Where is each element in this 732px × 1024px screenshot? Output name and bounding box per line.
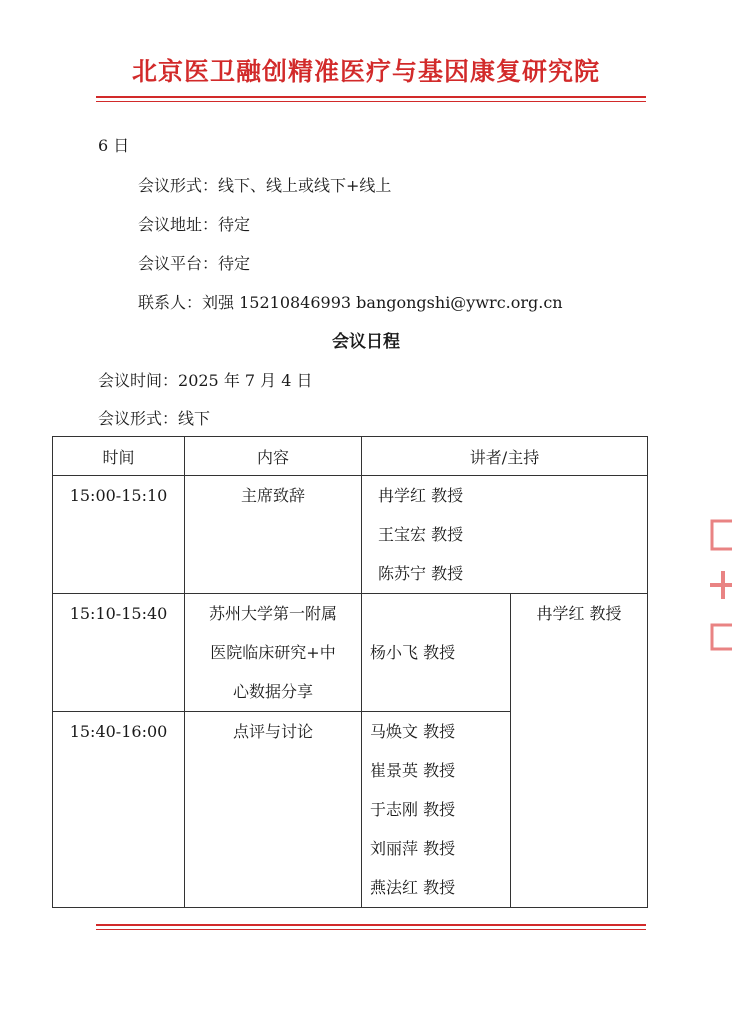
schedule-title: 会议日程 — [332, 332, 400, 352]
meeting-platform-line — [138, 251, 250, 274]
column-header-speaker: 讲者/主持 — [362, 437, 648, 476]
seal-stamp-icon — [706, 515, 732, 655]
seal-stamp-fragment — [706, 515, 732, 655]
schedule-format-line — [98, 406, 210, 429]
schedule-time-label: 会议时间： — [98, 371, 179, 390]
column-header-content: 内容 — [185, 437, 362, 476]
contact-label: 联系人： — [138, 293, 203, 312]
row-time: 15:10-15:40 — [53, 594, 185, 712]
column-header-time: 时间 — [53, 437, 185, 476]
meeting-platform-label: 会议平台： — [138, 254, 219, 273]
row-time: 15:40-16:00 — [53, 712, 185, 908]
row-content: 点评与讨论 — [185, 712, 362, 908]
schedule-format-label: 会议形式： — [98, 409, 179, 428]
footer-divider — [96, 924, 646, 930]
row-speakers — [362, 712, 511, 908]
meeting-address-value: 待定 — [218, 215, 251, 234]
table-header-row — [53, 437, 648, 476]
speaker-name: 王宝宏 教授 — [378, 525, 464, 544]
row-content: 苏州大学第一附属 医院临床研究+中 心数据分享 — [185, 594, 362, 712]
host-name: 冉学红 教授 — [536, 604, 622, 623]
schedule-table — [52, 436, 648, 908]
schedule-time-line — [98, 368, 313, 391]
meeting-format-value: 线下、线上或线下+线上 — [218, 176, 392, 195]
speaker-name: 刘丽萍 教授 — [370, 839, 456, 858]
host-cell — [511, 594, 648, 908]
schedule-format-value: 线下 — [178, 409, 211, 428]
speaker-name: 燕法红 教授 — [370, 878, 456, 897]
row-time: 15:00-15:10 — [53, 476, 185, 594]
speaker-name: 杨小飞 教授 — [370, 643, 456, 662]
meeting-platform-value: 待定 — [218, 254, 251, 273]
schedule-time-value: 2025 年 7 月 4 日 — [178, 371, 313, 390]
org-letterhead-title: 北京医卫融创精准医疗与基因康复研究院 — [131, 57, 600, 86]
row-speakers — [362, 594, 511, 712]
table-row — [53, 594, 648, 712]
contact-line — [138, 290, 563, 313]
date-fragment: 6 日 — [98, 136, 130, 155]
speaker-name: 陈苏宁 教授 — [378, 564, 464, 583]
meeting-address-label: 会议地址： — [138, 215, 219, 234]
meeting-format-line — [138, 173, 391, 196]
row-speakers — [362, 476, 648, 594]
speaker-name: 冉学红 教授 — [378, 486, 464, 505]
header-divider — [96, 96, 646, 102]
speaker-name: 崔景英 教授 — [370, 761, 456, 780]
meeting-address-line — [138, 212, 250, 235]
speaker-name: 于志刚 教授 — [370, 800, 456, 819]
speaker-name: 马焕文 教授 — [370, 722, 456, 741]
row-content: 主席致辞 — [185, 476, 362, 594]
table-row — [53, 476, 648, 594]
meeting-format-label: 会议形式： — [138, 176, 219, 195]
contact-value: 刘强 15210846993 bangongshi@ywrc.org.cn — [202, 293, 563, 312]
